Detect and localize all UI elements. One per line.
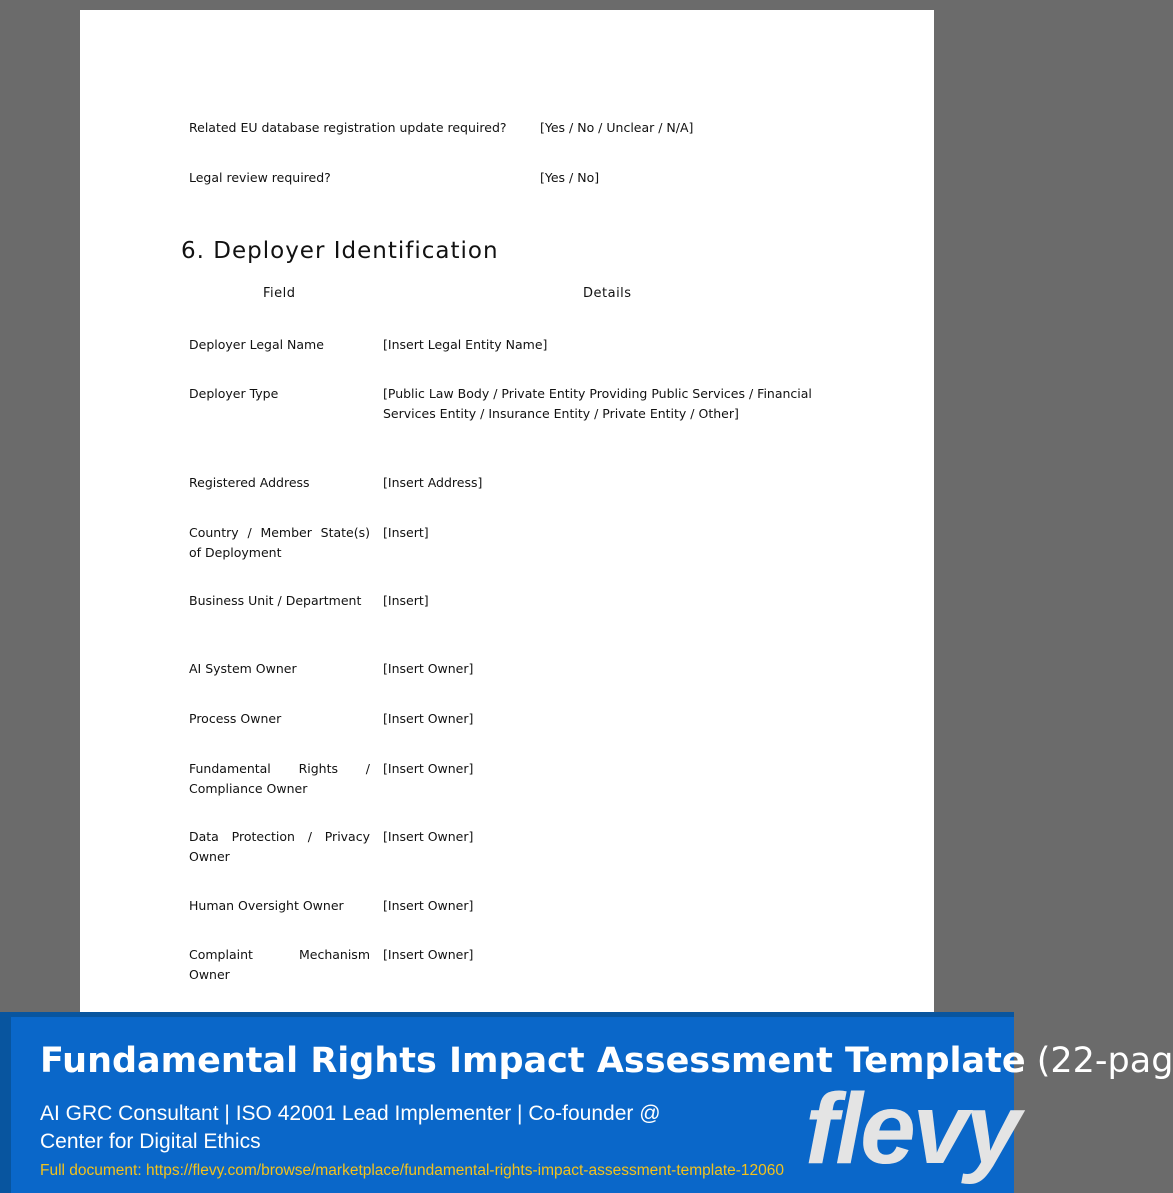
- field-label: Complaint Mechanism Owner: [189, 947, 370, 982]
- field-detail: [Insert Legal Entity Name]: [383, 337, 548, 352]
- field-detail: [Insert Owner]: [383, 829, 474, 844]
- full-document-link[interactable]: Full document: https://flevy.com/browse/marketplace/fundamental-rights-impact-assessment-template-12060: [40, 1162, 785, 1179]
- page-count: (22-pag: [1036, 1041, 1173, 1081]
- column-header-details: Details: [583, 286, 632, 301]
- field-label: AI System Owner: [189, 661, 297, 676]
- section-title: Deployer Identification: [213, 238, 499, 264]
- field-label: Data Protection / Privacy Owner: [189, 829, 370, 864]
- field-label: Business Unit / Department: [189, 593, 362, 608]
- section-number: 6.: [181, 238, 205, 264]
- field-detail: [Insert Address]: [383, 475, 483, 490]
- flevy-logo: flevy: [805, 1073, 1018, 1185]
- field-detail: [Insert Owner]: [383, 761, 474, 776]
- author-tagline: AI GRC Consultant | ISO 42001 Lead Implementer | Co-founder @ Center for Digital Ethics: [40, 1102, 661, 1153]
- answer-value: [Yes / No]: [540, 170, 600, 185]
- promo-banner: [0, 1012, 1173, 1193]
- question-label: Legal review required?: [189, 170, 331, 185]
- field-detail: [Insert]: [383, 525, 429, 540]
- field-label: Registered Address: [189, 475, 310, 490]
- field-detail: [Insert Owner]: [383, 711, 474, 726]
- question-label: Related EU database registration update required?: [189, 120, 507, 135]
- banner-edge: [0, 1017, 11, 1193]
- column-header-field: Field: [263, 286, 296, 301]
- document-page: [80, 10, 934, 1012]
- section-heading: [181, 238, 499, 264]
- field-detail: [Public Law Body / Private Entity Providing Public Services / Financial Services Entity / Insurance Entity / Private Entity / Other]: [383, 386, 812, 421]
- field-detail: [Insert]: [383, 593, 429, 608]
- field-detail: [Insert Owner]: [383, 947, 474, 962]
- field-detail: [Insert Owner]: [383, 661, 474, 676]
- field-label: Process Owner: [189, 711, 282, 726]
- field-label: Deployer Legal Name: [189, 337, 324, 352]
- document-title: Fundamental Rights Impact Assessment Template: [40, 1041, 1026, 1081]
- field-label: Fundamental Rights / Compliance Owner: [189, 761, 370, 796]
- answer-value: [Yes / No / Unclear / N/A]: [540, 120, 694, 135]
- field-label: Human Oversight Owner: [189, 898, 344, 913]
- field-detail: [Insert Owner]: [383, 898, 474, 913]
- field-label: Deployer Type: [189, 386, 279, 401]
- field-label: Country / Member State(s) of Deployment: [189, 525, 370, 560]
